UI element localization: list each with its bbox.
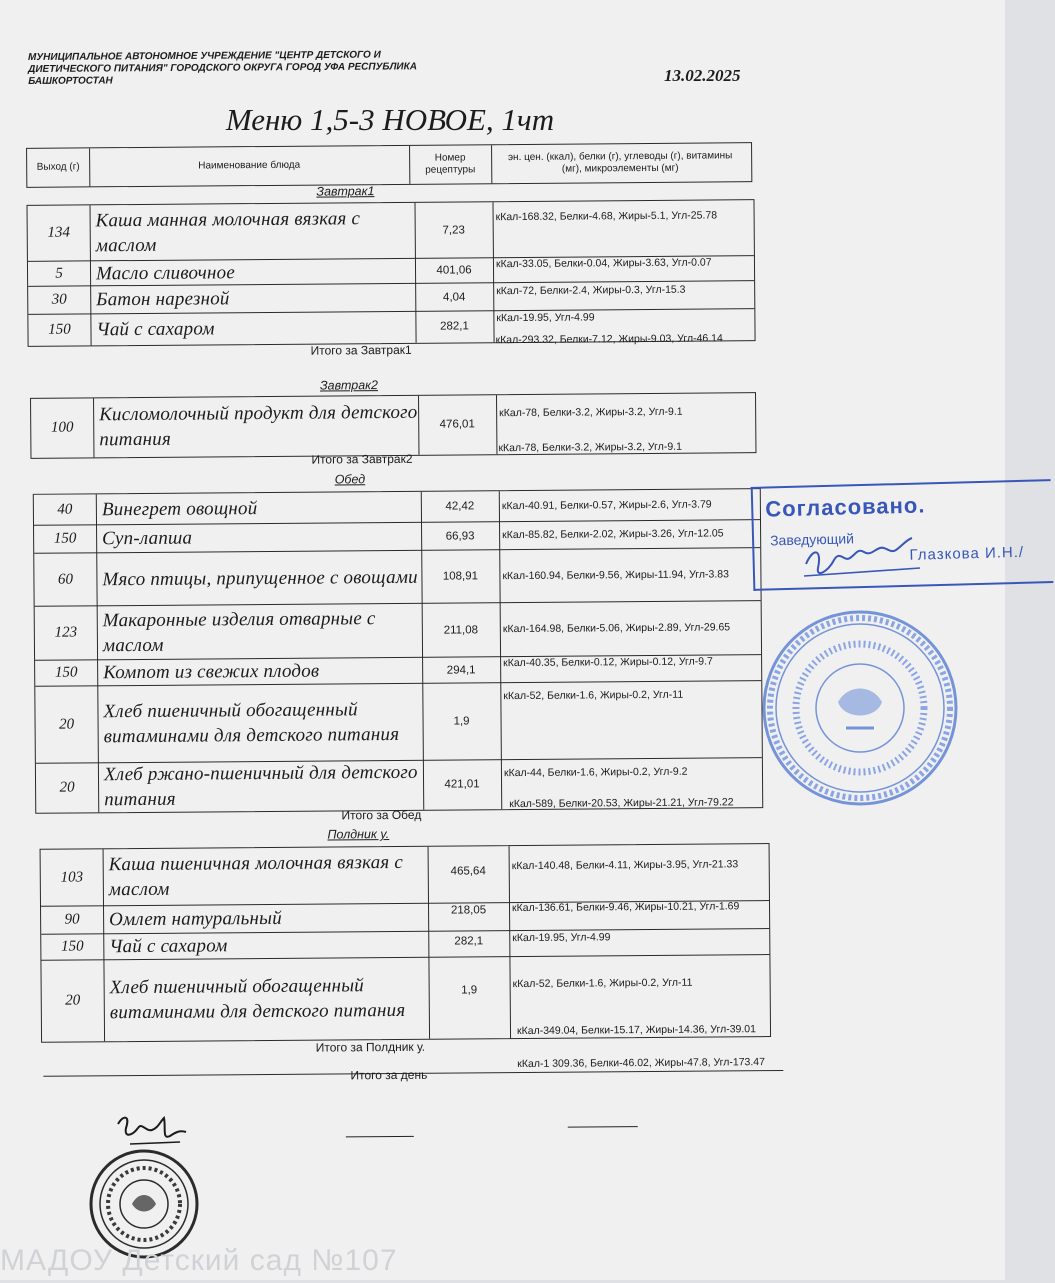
meal-total-label: Итого за Завтрак1 <box>310 342 412 358</box>
row-recipe: 218,05 <box>450 903 487 917</box>
row-nutrition: кКал-40.91, Белки-0.57, Жиры-2.6, Угл-3.79 <box>501 497 712 512</box>
row-recipe: 7,23 <box>442 223 465 237</box>
row-nutrition: кКал-72, Белки-2.4, Жиры-0.3, Угл-15.3 <box>496 283 686 297</box>
row-yield: 123 <box>54 624 78 641</box>
meal-total-value: кКал-349.04, Белки-15.17, Жиры-14.36, Угл-39.01 <box>516 1023 756 1038</box>
col-yield-header: Выход (г) <box>36 160 80 173</box>
row-nutrition: кКал-136.61, Белки-9.46, Жиры-10.21, Угл-1.69 <box>511 899 740 914</box>
approval-heading: Согласовано. <box>764 492 926 522</box>
col-name-header: Наименование блюда <box>198 159 301 172</box>
row-yield: 5 <box>55 265 63 282</box>
meal-title: Завтрак2 <box>319 378 379 393</box>
organization-name: МУНИЦИПАЛЬНОЕ АВТОНОМНОЕ УЧРЕЖДЕНИЕ "ЦЕНТР ДЕТСКОГО И ДИЕТИЧЕСКОГО ПИТАНИЯ" ГОРОДСКОГО ОКРУГА ГОРОД УФА РЕСПУБЛИКА БАШКОРТОСТАН <box>28 49 418 87</box>
row-nutrition: кКал-164.98, Белки-5.06, Жиры-2.89, Угл-29.65 <box>502 621 731 636</box>
row-yield: 40 <box>57 501 73 518</box>
row-recipe: 108,91 <box>442 570 479 583</box>
row-yield: 150 <box>54 664 78 681</box>
row-dish: Хлеб пшеничный обогащенный витаминами для детского питания <box>109 975 406 1024</box>
row-recipe: 282,1 <box>454 934 484 948</box>
row-recipe: 294,1 <box>446 663 476 677</box>
row-recipe: 42,42 <box>445 500 475 513</box>
meal-total-label: Итого за Полдник у. <box>315 1039 426 1055</box>
row-nutrition: кКал-52, Белки-1.6, Жиры-0.2, Угл-11 <box>512 976 693 990</box>
meal-total-label: Итого за Обед <box>341 807 422 823</box>
table-header <box>26 142 752 188</box>
row-nutrition: кКал-44, Белки-1.6, Жиры-0.2, Угл-9.2 <box>503 765 688 779</box>
row-nutrition: кКал-78, Белки-3.2, Жиры-3.2, Угл-9.1 <box>499 405 683 419</box>
row-recipe: 421,01 <box>444 778 480 791</box>
meal-total-value: кКал-293.32, Белки-7.12, Жиры-9.03, Угл-46.14 <box>495 332 723 347</box>
row-recipe: 476,01 <box>439 418 475 431</box>
row-nutrition: кКал-19.95, Угл-4.99 <box>512 931 611 945</box>
row-recipe: 4,04 <box>442 290 466 304</box>
row-dish: Компот из свежих плодов <box>103 660 320 684</box>
day-total-value: кКал-1 309.36, Белки-46.02, Жиры-47.8, Угл-173.47 <box>517 1056 766 1071</box>
row-nutrition: кКал-160.94, Белки-9.56, Жиры-11.94, Угл-3.83 <box>502 567 729 582</box>
row-nutrition: кКал-168.32, Белки-4.68, Жиры-5.1, Угл-25.78 <box>495 208 718 223</box>
row-nutrition: кКал-140.48, Белки-4.11, Жиры-3.95, Угл-21.33 <box>511 857 739 872</box>
row-yield: 60 <box>57 571 74 588</box>
row-dish: Винегрет овощной <box>101 497 258 520</box>
row-dish: Каша манная молочная вязкая с маслом <box>95 207 361 256</box>
meal-title: Завтрак1 <box>316 184 375 199</box>
row-dish: Мясо птицы, припущенное с овощами <box>102 566 418 590</box>
approval-name: Глазкова И.Н./ <box>909 543 1025 564</box>
row-yield: 30 <box>51 291 67 308</box>
row-dish: Кисломолочный продукт для детского питания <box>99 401 418 451</box>
row-dish: Батон нарезной <box>96 288 230 311</box>
watermark-text: МАДОУ Детский сад №107 <box>0 1244 398 1277</box>
row-recipe: 1,9 <box>453 715 470 728</box>
meal-title: Обед <box>334 472 366 487</box>
row-dish: Хлеб пшеничный обогащенный витаминами для детского питания <box>103 699 400 748</box>
row-recipe: 1,9 <box>461 984 478 997</box>
col-recipe-header: Номер рецептуры <box>425 151 476 176</box>
meal-table <box>33 488 763 814</box>
row-yield: 20 <box>65 991 81 1009</box>
row-nutrition: кКал-85.82, Белки-2.02, Жиры-3.26, Угл-12.05 <box>502 527 724 542</box>
row-dish: Чай с сахаром <box>96 317 215 340</box>
row-dish: Каша пшеничная молочная вязкая с маслом <box>108 851 404 901</box>
row-recipe: 66,93 <box>445 529 475 543</box>
row-yield: 134 <box>47 224 71 241</box>
row-nutrition: кКал-52, Белки-1.6, Жиры-0.2, Угл-11 <box>503 688 684 702</box>
row-dish: Суп-лапша <box>102 527 193 550</box>
row-nutrition: кКал-33.05, Белки-0.04, Жиры-3.63, Угл-0.07 <box>495 255 712 270</box>
row-yield: 90 <box>64 911 80 928</box>
handwritten-signature <box>110 1110 190 1150</box>
signature-line <box>346 1136 414 1138</box>
menu-date: 13.02.2025 <box>664 66 741 85</box>
row-dish: Омлет натуральный <box>109 907 282 931</box>
col-nutrition-header: эн. цен. (ккал), белки (г), углеводы (г), витамины (мг), микроэлементы (мг) <box>507 149 733 175</box>
page-title: Меню 1,5-3 НОВОЕ, 1чт <box>225 102 555 137</box>
row-recipe: 465,64 <box>450 865 486 878</box>
day-total-label: Итого за день <box>350 1067 428 1083</box>
row-yield: 103 <box>60 868 84 886</box>
row-dish: Хлеб ржано-пшеничный для детского питания <box>103 761 418 811</box>
meal-total-label: Итого за Завтрак2 <box>311 451 413 467</box>
meal-total-value: кКал-589, Белки-20.53, Жиры-21.21, Угл-79.22 <box>509 796 734 811</box>
row-dish: Масло сливочное <box>95 261 236 284</box>
approval-signature <box>800 528 930 588</box>
meal-table <box>40 843 772 1043</box>
row-dish: Макаронные изделия отварные с маслом <box>102 607 376 656</box>
row-yield: 20 <box>59 778 75 796</box>
signature-line <box>568 1126 638 1128</box>
meal-total-value: кКал-78, Белки-3.2, Жиры-3.2, Угл-9.1 <box>498 440 682 455</box>
row-recipe: 282,1 <box>440 320 469 333</box>
row-yield: 20 <box>59 715 75 733</box>
row-dish: Чай с сахаром <box>109 935 228 958</box>
row-recipe: 401,06 <box>436 264 472 277</box>
meal-table <box>26 199 755 347</box>
approval-position: Заведующий <box>769 530 855 549</box>
row-nutrition: кКал-40.35, Белки-0.12, Жиры-0.12, Угл-9.7 <box>503 655 713 670</box>
row-yield: 150 <box>48 321 71 338</box>
row-nutrition: кКал-19.95, Угл-4.99 <box>496 310 595 324</box>
row-recipe: 211,08 <box>443 623 479 637</box>
round-seal-blue <box>760 608 960 808</box>
row-yield: 150 <box>61 938 84 955</box>
meal-title: Полдник у. <box>327 827 390 842</box>
row-yield: 150 <box>53 530 77 547</box>
row-yield: 100 <box>50 418 74 436</box>
